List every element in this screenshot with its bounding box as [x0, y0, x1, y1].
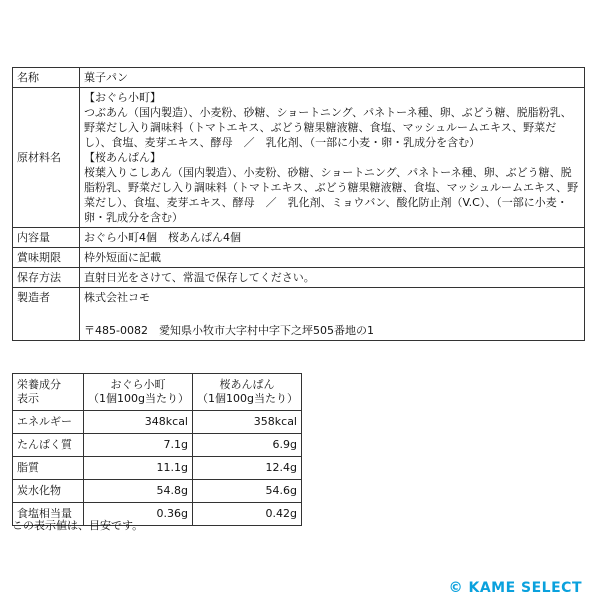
label-value-name: 菓子パン	[80, 68, 585, 88]
nutrient-name: 脂質	[13, 457, 84, 480]
label-row-expiry	[13, 248, 585, 268]
label-row-contents	[13, 228, 585, 248]
label-value-contents: おぐら小町4個 桜あんぱん4個	[80, 228, 585, 248]
label-value-storage: 直射日光をさけて、常温で保存してください。	[80, 268, 585, 288]
nutrition-col-sakura: 桜あんぱん （1個100g当たり）	[193, 374, 302, 411]
watermark-brand: © KAME SELECT	[448, 580, 582, 596]
nutrient-value-sakura: 54.6g	[193, 480, 302, 503]
nutrient-name: たんぱく質	[13, 434, 84, 457]
label-key-maker: 製造者	[13, 288, 80, 341]
nutrient-name: 炭水化物	[13, 480, 84, 503]
label-key-ingredients: 原材料名	[13, 88, 80, 228]
nutrient-value-sakura: 358kcal	[193, 411, 302, 434]
nutrition-table	[12, 373, 302, 526]
label-value-expiry: 枠外短面に記載	[80, 248, 585, 268]
label-value-maker	[80, 288, 585, 341]
label-row-storage	[13, 268, 585, 288]
nutrition-col-ogura: おぐら小町 （1個100g当たり）	[84, 374, 193, 411]
maker-name: 株式会社コモ	[84, 291, 150, 304]
nutrient-value-ogura: 11.1g	[84, 457, 193, 480]
nutrient-value-ogura: 54.8g	[84, 480, 193, 503]
table-row	[13, 434, 302, 457]
label-value-ingredients: 【おぐら小町】 つぶあん（国内製造）、小麦粉、砂糖、ショートニング、パネトーネ種、卵、ぶどう糖、脱脂粉乳、野菜だし入り調味料（トマトエキス、ぶどう糖果糖液糖、食塩、マッシュルームエキス、野菜だし）、食塩、麦芽エキス、酵母 ／ 乳化剤、（一部に小麦・卵・乳成分を含む） 【桜あんぱん】 桜葉入りこしあん（国内製造）、小麦粉、砂糖、ショートニング、パネトーネ種、卵、ぶどう糖、脱脂粉乳、野菜だし入り調味料（トマトエキス、ぶどう糖果糖液糖、食塩、マッシュルームエキス、野菜だし）、食塩、麦芽エキス、酵母 ／ 乳化剤、ミョウバン、酸化防止剤（V.C）、（一部に小麦・卵・乳成分を含む）	[80, 88, 585, 228]
nutrient-name: 食塩相当量	[13, 503, 84, 526]
label-key-contents: 内容量	[13, 228, 80, 248]
nutrient-value-sakura: 12.4g	[193, 457, 302, 480]
label-key-storage: 保存方法	[13, 268, 80, 288]
label-row-maker	[13, 288, 585, 341]
label-key-name: 名称	[13, 68, 80, 88]
label-row-name	[13, 68, 585, 88]
product-label-table	[12, 67, 585, 341]
label-row-ingredients	[13, 88, 585, 228]
nutrient-value-sakura: 6.9g	[193, 434, 302, 457]
nutrition-corner-label: 栄養成分 表示	[13, 374, 84, 411]
table-row	[13, 411, 302, 434]
nutrient-name: エネルギー	[13, 411, 84, 434]
table-row	[13, 457, 302, 480]
nutrition-header-row	[13, 374, 302, 411]
nutrient-value-ogura: 348kcal	[84, 411, 193, 434]
disclaimer-note: この表示値は、目安です。	[12, 519, 144, 532]
table-row	[13, 480, 302, 503]
nutrient-value-sakura: 0.42g	[193, 503, 302, 526]
maker-address: 〒485-0082 愛知県小牧市大字村中字下之坪505番地の1	[84, 324, 374, 337]
nutrient-value-ogura: 0.36g	[84, 503, 193, 526]
nutrient-value-ogura: 7.1g	[84, 434, 193, 457]
label-key-expiry: 賞味期限	[13, 248, 80, 268]
